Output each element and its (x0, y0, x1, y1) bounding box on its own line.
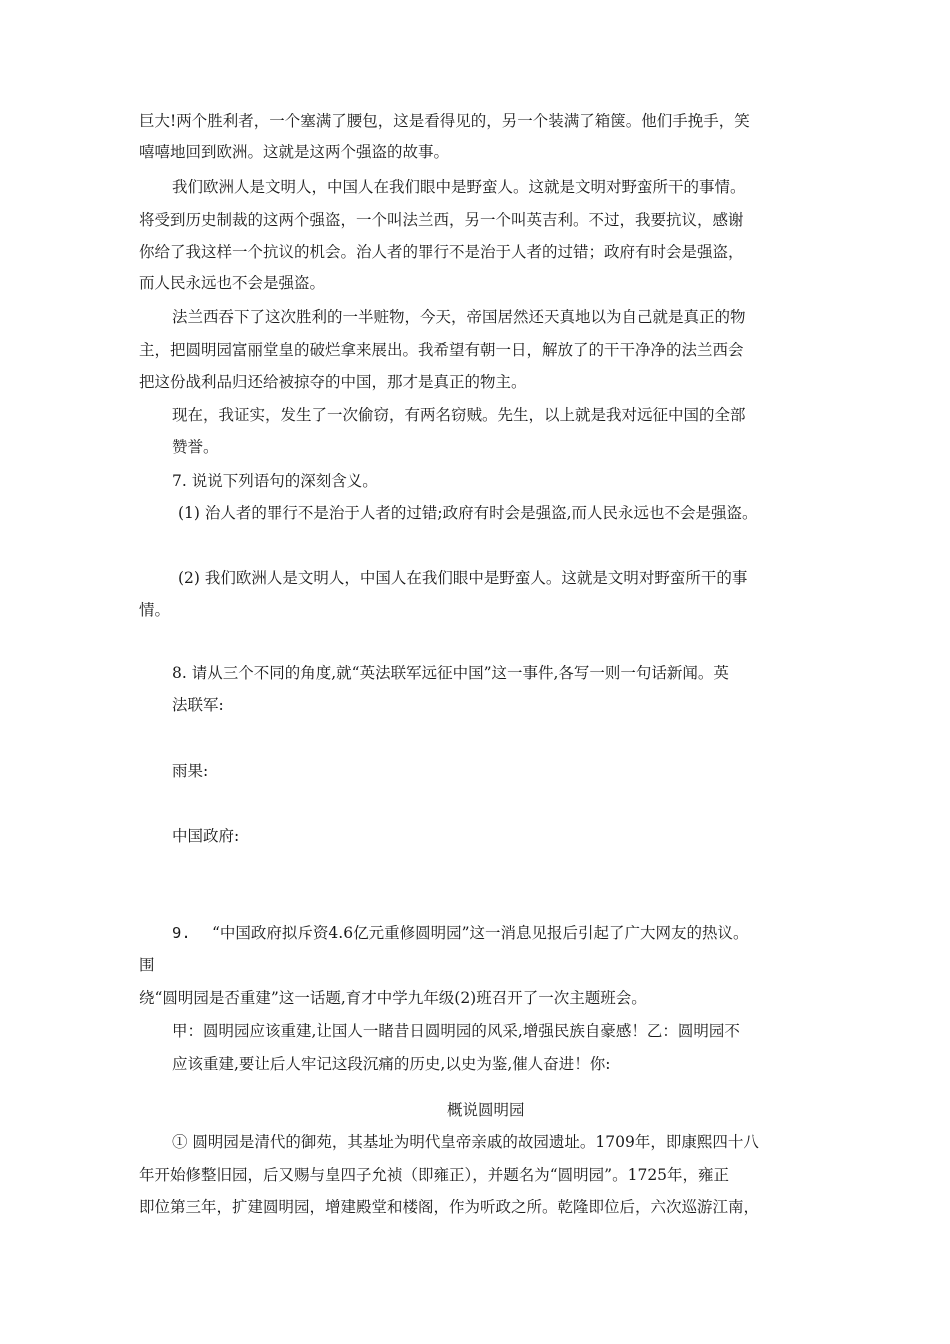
passage-line: 现在，我证实，发生了一次偷窃，有两名窃贼。先生，以上就是我对远征中国的全部 (172, 406, 746, 424)
passage-line: 法兰西吞下了这次胜利的一半赃物，今天，帝国居然还天真地以为自己就是真正的物 (172, 308, 746, 326)
passage-line: 嘻嘻地回到欧洲。这就是这两个强盗的故事。 (139, 143, 450, 161)
passage-line: 主，把圆明园富丽堂皇的破烂拿来展出。我希望有朝一日，解放了的干干净净的法兰西会 (139, 341, 744, 359)
question-7-stem: 7. 说说下列语句的深刻含义。 (172, 472, 378, 490)
question-8-stem: 8. 请从三个不同的角度,就“英法联军远征中国”这一事件,各写一则一句话新闻。英 (172, 664, 729, 682)
article-line: 即位第三年，扩建圆明园，增建殿堂和楼阁，作为听政之所。乾隆即位后，六次巡游江南， (139, 1198, 760, 1216)
question-7-item-1: (1) 治人者的罪行不是治于人者的过错;政府有时会是强盗,而人民永远也不会是强盗。 (178, 504, 758, 522)
question-9-stem: “中国政府拟斥资4.6亿元重修圆明园”这一消息见报后引起了广大网友的热议。 (212, 924, 749, 942)
question-7-item-2: (2) 我们欧洲人是文明人，中国人在我们眼中是野蛮人。这就是文明对野蛮所干的事 (178, 569, 748, 587)
question-9-stem-cont: 绕“圆明园是否重建”这一话题,育才中学九年级(2)班召开了一次主题班会。 (139, 989, 647, 1007)
question-9-stem-wrap: 围 (139, 956, 155, 974)
question-9-opinion-line: 甲：圆明园应该重建,让国人一睹昔日圆明园的风采,增强民族自豪感！乙：圆明园不 (172, 1022, 740, 1040)
question-8-stem-cont: 法联军: (172, 696, 224, 714)
article-line: 年开始修整旧园，后又赐与皇四子允祯（即雍正），并题名为“圆明园”。1725年，雍正 (139, 1166, 730, 1184)
passage-line: 你给了我这样一个抗议的机会。治人者的罪行不是治于人者的过错；政府有时会是强盗， (139, 243, 744, 261)
passage-line: 赞誉。 (172, 438, 219, 456)
article-title: 概说圆明园 (447, 1101, 525, 1119)
passage-line: 把这份战利品归还给被掠夺的中国，那才是真正的物主。 (139, 373, 527, 391)
passage-line: 巨大!两个胜利者，一个塞满了腰包，这是看得见的，另一个装满了箱箧。他们手挽手，笑 (139, 112, 750, 130)
answer-label-chinese-government: 中国政府: (172, 827, 240, 845)
passage-line: 而人民永远也不会是强盗。 (139, 274, 326, 292)
question-7-item-2-cont: 情。 (139, 601, 171, 619)
question-9-opinion-line: 应该重建,要让后人牢记这段沉痛的历史,以史为鉴,催人奋进！你: (172, 1055, 611, 1073)
passage-line: 将受到历史制裁的这两个强盗，一个叫法兰西，另一个叫英吉利。不过，我要抗议，感谢 (139, 211, 744, 229)
question-9-number: 9. (172, 924, 191, 942)
answer-label-hugo: 雨果: (172, 762, 209, 780)
article-line: ① 圆明园是清代的御苑，其基址为明代皇帝亲戚的故园遗址。1709年，即康熙四十八 (172, 1133, 759, 1151)
passage-line: 我们欧洲人是文明人，中国人在我们眼中是野蛮人。这就是文明对野蛮所干的事情。 (172, 178, 746, 196)
